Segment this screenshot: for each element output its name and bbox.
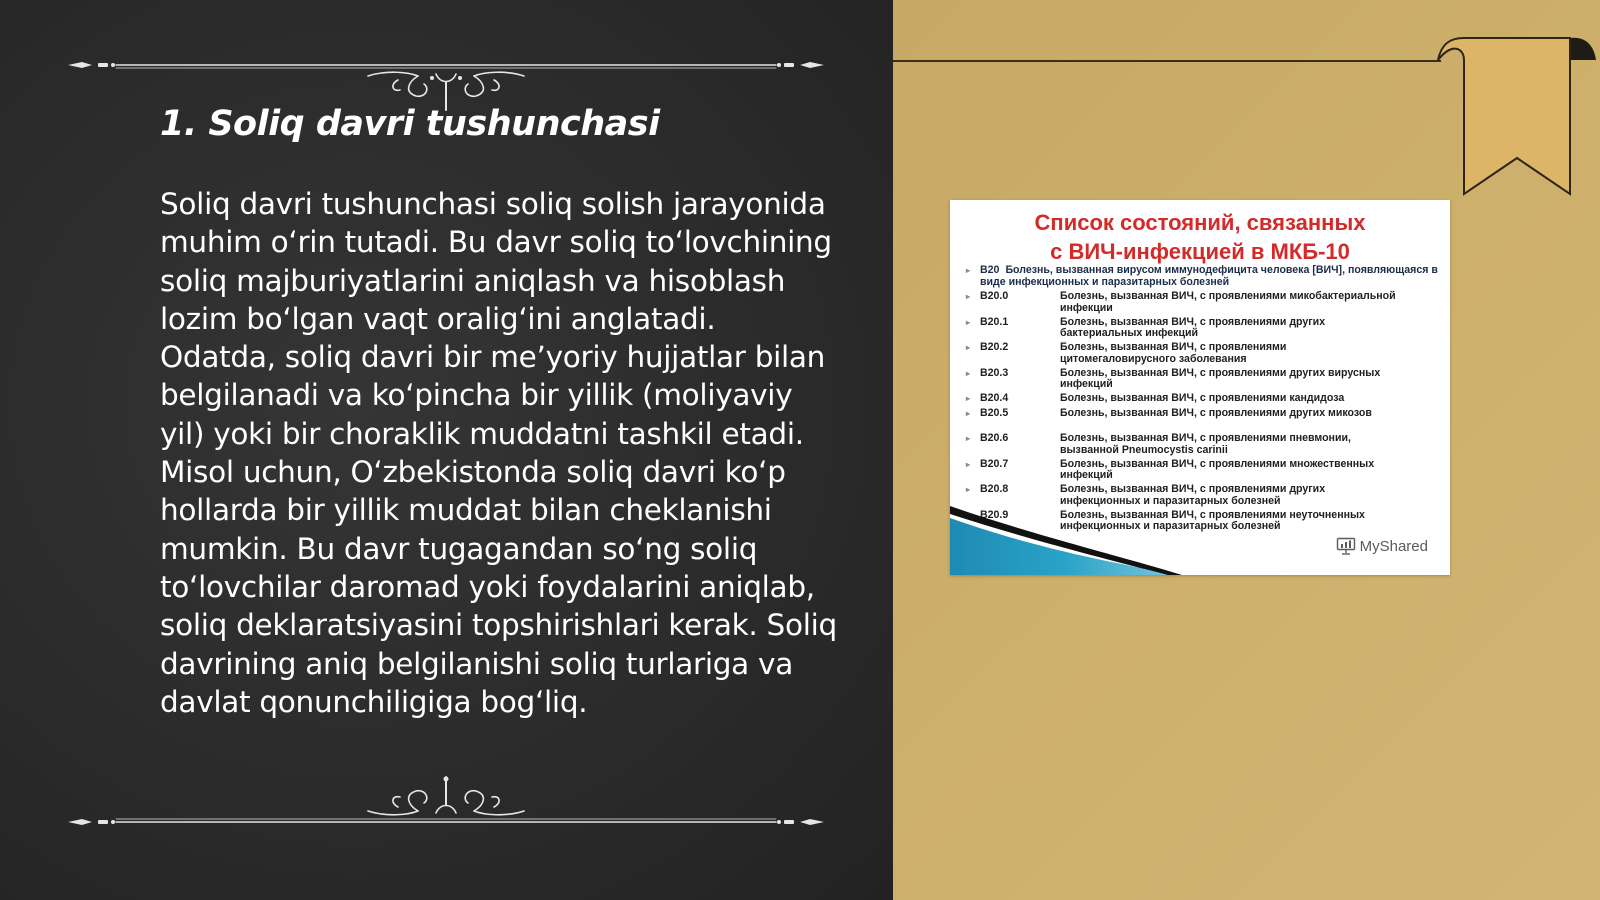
row-description: Болезнь, вызванная ВИЧ, с проявлениями пневмонии, вызванной Pneumocystis carinii (1060, 432, 1351, 456)
bullet-arrow-icon: ▸ (966, 368, 971, 378)
row-code: B20.6 (980, 432, 1009, 444)
list-item (966, 366, 1440, 394)
myshared-logo-icon (1336, 537, 1356, 555)
bullet-arrow-icon: ▸ (966, 317, 971, 327)
row-description: Болезнь, вызванная ВИЧ, с проявлениями других бактериальных инфекций (1060, 315, 1326, 339)
ornament-divider-bottom-icon (68, 775, 824, 825)
bullet-arrow-icon: ▸ (966, 434, 971, 443)
row-description: Болезнь, вызванная ВИЧ, с проявлениями других вирусных инфекций (1060, 366, 1381, 390)
row-code: B20.1 (980, 315, 1009, 328)
list-item (966, 432, 1440, 459)
intro-code: B20 (980, 264, 1000, 276)
list-item (966, 315, 1440, 343)
row-code: B20.0 (980, 290, 1009, 302)
row-description: Болезнь, вызванная ВИЧ, с проявлениями цитомегаловирусного заболевания (1060, 341, 1287, 365)
bookmark-ribbon-icon (1434, 30, 1600, 200)
bullet-arrow-icon: ▸ (966, 266, 971, 275)
row-description: Болезнь, вызванная ВИЧ, с проявлениями кандидоза (1060, 392, 1345, 404)
row-code: B20.4 (980, 392, 1009, 404)
image-title-line-1: Список состояний, связанных (1034, 210, 1366, 235)
list-item (966, 392, 1440, 408)
bullet-arrow-icon: ▸ (966, 459, 971, 469)
list-item (966, 457, 1440, 485)
image-title (950, 208, 1450, 266)
row-description: Болезнь, вызванная ВИЧ, с проявлениями других инфекционных и паразитарных болезней (1060, 483, 1326, 507)
row-description: Болезнь, вызванная ВИЧ, с проявлениями микобактериальной инфекции (1060, 290, 1396, 314)
slide-body-text: Soliq davri tushunchasi soliq solish jarayonida muhim o‘rin tutadi. Bu davr soliq to‘lovchining soliq majburiyatlarini aniqlash va hisoblash lozim bo‘lgan vaqt oralig‘ini anglatadi. Odatda, soliq davri bir me’yoriy hujjatlar bilan belgilanadi va ko‘pincha bir yillik (moliyaviy yil) yoki bir choraklik muddatni tashkil etadi. Misol uchun, O‘zbekistonda soliq davri ko‘p hollarda bir yillik muddat bilan cheklanishi mumkin. Bu davr tugagandan so‘ng soliq to‘lovchilar daromad yoki foydalarini aniqlab, soliq deklaratsiyasini topshirishlari kerak. Soliq davrining aniq belgilanishi soliq turlariga va davlat qonunchiligiga bog‘liq. (160, 187, 837, 719)
slide-title: 1. Soliq davri tushunchasi (160, 104, 660, 144)
embedded-image (950, 200, 1450, 575)
myshared-watermark (1336, 537, 1428, 555)
list-item (966, 341, 1440, 368)
bullet-arrow-icon: ▸ (966, 343, 971, 352)
list-item (966, 406, 1440, 434)
bullet-arrow-icon: ▸ (966, 292, 971, 301)
image-corner-decoration (950, 490, 1450, 575)
bullet-arrow-icon: ▸ (966, 408, 971, 418)
row-description: Болезнь, вызванная ВИЧ, с проявлениями множественных инфекций (1060, 457, 1375, 481)
row-description: Болезнь, вызванная ВИЧ, с проявлениями неуточненных инфекционных и паразитарных болезней (1060, 508, 1365, 532)
divider-line (893, 60, 1441, 62)
row-code: B20.3 (980, 366, 1009, 379)
row-code: B20.9 (980, 508, 1009, 521)
row-code: B20.5 (980, 406, 1009, 419)
bullet-arrow-icon: ▸ (966, 394, 971, 403)
row-code: B20.7 (980, 457, 1009, 470)
image-title-line-2: с ВИЧ-инфекцией в МКБ-10 (1050, 239, 1350, 264)
row-description: Болезнь, вызванная ВИЧ, с проявлениями других микозов (1060, 406, 1372, 419)
watermark-text: MyShared (1359, 537, 1428, 555)
row-code: B20.8 (980, 483, 1009, 495)
intro-text: Болезнь, вызванная вирусом иммунодефицита человека [ВИЧ], появляющаяся в виде инфекционных и паразитарных болезней (980, 264, 1438, 288)
image-intro (966, 264, 1440, 288)
bullet-arrow-icon: ▸ (966, 485, 971, 494)
row-code: B20.2 (980, 341, 1009, 353)
list-item (966, 290, 1440, 317)
